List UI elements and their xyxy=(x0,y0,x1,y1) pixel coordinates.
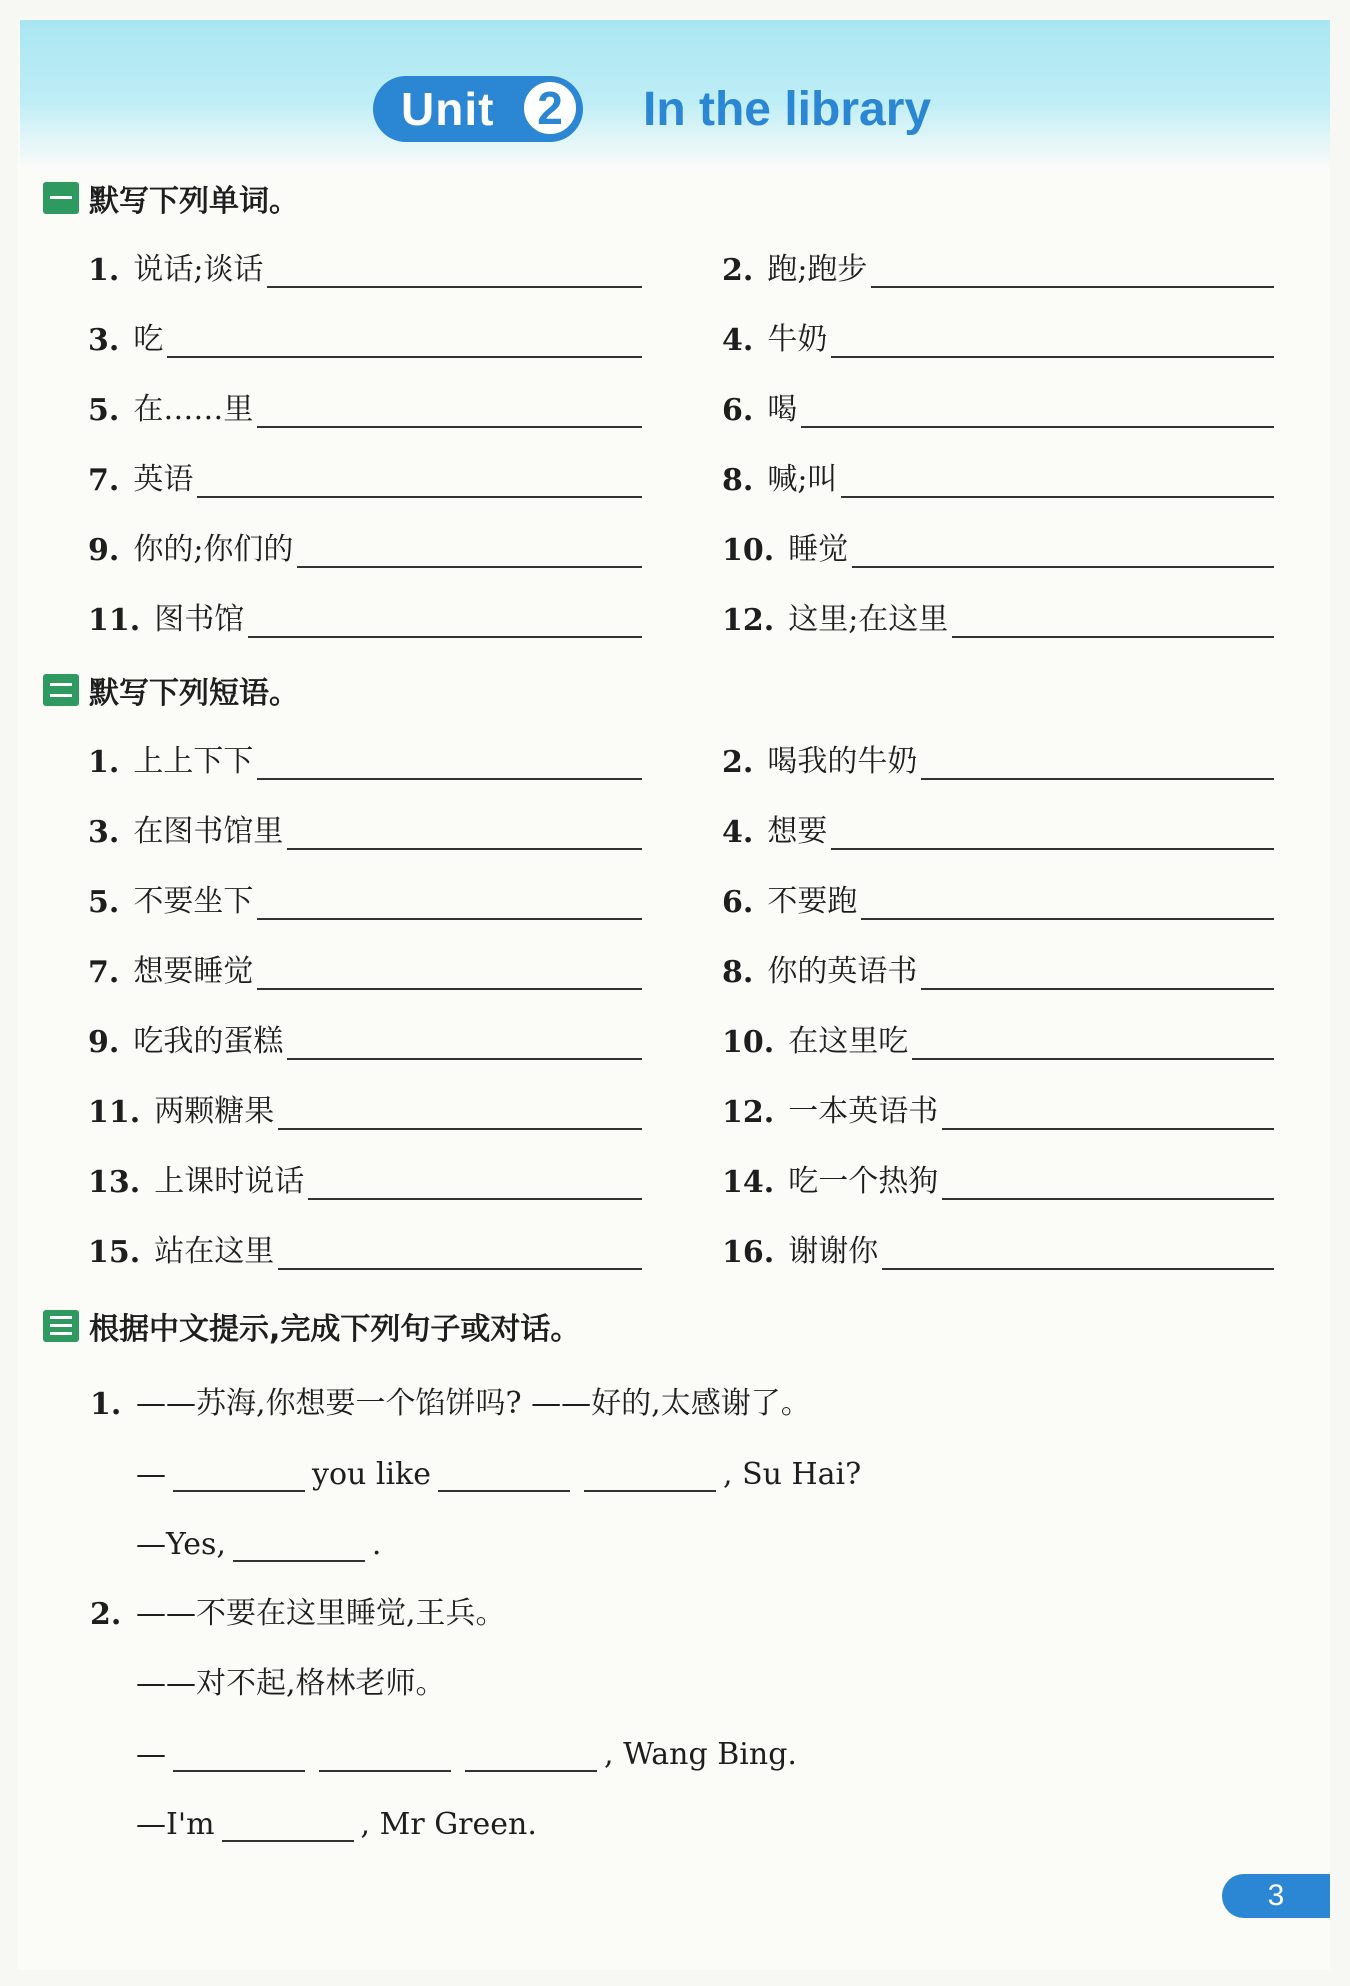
phrase-answer-blank[interactable] xyxy=(278,1238,642,1270)
phrase-answer-blank[interactable] xyxy=(921,958,1274,990)
phrase-item-number: 8. xyxy=(722,955,754,990)
phrase-item xyxy=(722,946,1274,990)
q2-blank-2[interactable] xyxy=(319,1740,451,1772)
word-item xyxy=(722,594,1274,638)
q2-line2-start: —I'm xyxy=(136,1807,215,1842)
word-answer-blank[interactable] xyxy=(831,326,1274,358)
phrase-answer-blank[interactable] xyxy=(921,748,1274,780)
section1-heading xyxy=(43,178,299,218)
phrase-item-number: 15. xyxy=(88,1235,141,1270)
word-item-prompt: 这里;在这里 xyxy=(788,602,949,637)
q2-line1 xyxy=(136,1726,797,1772)
phrase-item xyxy=(722,1156,1274,1200)
word-item-number: 4. xyxy=(722,323,754,358)
word-item-number: 9. xyxy=(88,533,120,568)
q1-line1 xyxy=(136,1446,861,1492)
phrase-answer-blank[interactable] xyxy=(308,1168,642,1200)
word-answer-blank[interactable] xyxy=(267,256,642,288)
word-item xyxy=(722,524,1274,568)
section3-number-icon xyxy=(43,1310,79,1342)
word-item-prompt: 跑;跑步 xyxy=(767,252,868,287)
section3-title: 根据中文提示,完成下列句子或对话。 xyxy=(89,1312,581,1347)
word-item-number: 6. xyxy=(722,393,754,428)
phrase-item-number: 2. xyxy=(722,745,754,780)
q1-blank-1[interactable] xyxy=(173,1460,305,1492)
unit-word: Unit xyxy=(401,83,495,135)
phrase-item-prompt: 吃我的蛋糕 xyxy=(133,1024,284,1059)
phrase-item xyxy=(88,736,642,780)
phrase-answer-blank[interactable] xyxy=(287,1028,642,1060)
word-answer-blank[interactable] xyxy=(841,466,1274,498)
q2-line2 xyxy=(136,1796,537,1842)
phrase-answer-blank[interactable] xyxy=(257,748,642,780)
word-item-number: 12. xyxy=(722,603,775,638)
phrase-item xyxy=(722,1016,1274,1060)
word-answer-blank[interactable] xyxy=(167,326,642,358)
phrase-item-number: 16. xyxy=(722,1235,775,1270)
word-answer-blank[interactable] xyxy=(852,536,1274,568)
phrase-item-number: 12. xyxy=(722,1095,775,1130)
word-item-prompt: 喊;叫 xyxy=(767,462,838,497)
phrase-item xyxy=(88,1016,642,1060)
q1-line2-end: . xyxy=(371,1527,382,1562)
word-item xyxy=(722,314,1274,358)
phrase-item xyxy=(88,1086,642,1130)
phrase-item-prompt: 谢谢你 xyxy=(788,1234,879,1269)
word-item xyxy=(88,314,642,358)
word-answer-blank[interactable] xyxy=(197,466,642,498)
phrase-item-number: 14. xyxy=(722,1165,775,1200)
phrase-item-prompt: 想要 xyxy=(767,814,828,849)
phrase-answer-blank[interactable] xyxy=(912,1028,1274,1060)
word-item xyxy=(722,454,1274,498)
phrase-item xyxy=(88,876,642,920)
phrase-item-prompt: 一本英语书 xyxy=(788,1094,939,1129)
q1-line2-start: —Yes, xyxy=(136,1527,226,1562)
unit-badge xyxy=(373,76,583,142)
phrase-answer-blank[interactable] xyxy=(882,1238,1274,1270)
phrase-answer-blank[interactable] xyxy=(831,818,1274,850)
word-item-number: 11. xyxy=(88,603,141,638)
section2-heading xyxy=(43,670,299,710)
phrase-item-number: 7. xyxy=(88,955,120,990)
page-number: 3 xyxy=(1222,1874,1330,1918)
word-item-prompt: 喝 xyxy=(767,392,798,427)
word-item-prompt: 吃 xyxy=(133,322,164,357)
q1-blank-2[interactable] xyxy=(438,1460,570,1492)
phrase-item-number: 6. xyxy=(722,885,754,920)
q2-blank-3[interactable] xyxy=(465,1740,597,1772)
word-item-prompt: 你的;你们的 xyxy=(133,532,294,567)
section1-number-icon xyxy=(43,182,79,214)
word-answer-blank[interactable] xyxy=(248,606,642,638)
phrase-item-prompt: 上上下下 xyxy=(133,744,254,779)
phrase-item-prompt: 喝我的牛奶 xyxy=(767,744,918,779)
phrase-answer-blank[interactable] xyxy=(257,958,642,990)
q1-blank-3[interactable] xyxy=(584,1460,716,1492)
phrase-item xyxy=(722,806,1274,850)
phrase-item-prompt: 在这里吃 xyxy=(788,1024,909,1059)
section3-heading xyxy=(43,1306,580,1346)
phrase-item-number: 1. xyxy=(88,745,120,780)
q1-number: 1. xyxy=(90,1387,122,1422)
word-item xyxy=(88,594,642,638)
word-item xyxy=(88,384,642,428)
phrase-item-number: 10. xyxy=(722,1025,775,1060)
word-answer-blank[interactable] xyxy=(801,396,1274,428)
word-item-number: 2. xyxy=(722,253,754,288)
phrase-item-prompt: 两颗糖果 xyxy=(154,1094,275,1129)
phrase-item-prompt: 不要跑 xyxy=(767,884,858,919)
phrase-item xyxy=(88,1156,642,1200)
phrase-answer-blank[interactable] xyxy=(257,888,642,920)
q1-line1-dash: — xyxy=(136,1457,166,1492)
word-answer-blank[interactable] xyxy=(871,256,1274,288)
word-answer-blank[interactable] xyxy=(297,536,642,568)
phrase-item-prompt: 上课时说话 xyxy=(154,1164,305,1199)
word-answer-blank[interactable] xyxy=(952,606,1274,638)
q2-prompt-row xyxy=(90,1586,506,1632)
q1-blank-4[interactable] xyxy=(233,1530,365,1562)
word-item-number: 5. xyxy=(88,393,120,428)
word-item xyxy=(722,384,1274,428)
q2-blank-4[interactable] xyxy=(222,1810,354,1842)
phrase-item xyxy=(722,736,1274,780)
word-item xyxy=(88,524,642,568)
q2-line2-end: , Mr Green. xyxy=(360,1807,537,1842)
word-item-number: 1. xyxy=(88,253,120,288)
phrase-answer-blank[interactable] xyxy=(942,1168,1274,1200)
word-item-number: 3. xyxy=(88,323,120,358)
section2-number-icon xyxy=(43,674,79,706)
word-item-prompt: 英语 xyxy=(133,462,194,497)
phrase-item-number: 3. xyxy=(88,815,120,850)
q2-prompt2: ——对不起,格林老师。 xyxy=(136,1666,446,1701)
word-item-prompt: 图书馆 xyxy=(154,602,245,637)
q1-line2 xyxy=(136,1516,381,1562)
section1-title: 默写下列单词。 xyxy=(89,184,299,219)
phrase-answer-blank[interactable] xyxy=(287,818,642,850)
phrase-item xyxy=(722,876,1274,920)
phrase-item-prompt: 想要睡觉 xyxy=(133,954,254,989)
word-item xyxy=(88,454,642,498)
word-item-prompt: 牛奶 xyxy=(767,322,828,357)
q1-prompt: ——苏海,你想要一个馅饼吗? ——好的,太感谢了。 xyxy=(136,1386,811,1421)
word-item-number: 8. xyxy=(722,463,754,498)
phrase-item xyxy=(88,806,642,850)
phrase-item xyxy=(722,1226,1274,1270)
word-answer-blank[interactable] xyxy=(257,396,642,428)
phrase-item-prompt: 你的英语书 xyxy=(767,954,918,989)
phrase-answer-blank[interactable] xyxy=(278,1098,642,1130)
word-item-prompt: 睡觉 xyxy=(788,532,849,567)
phrase-item-number: 4. xyxy=(722,815,754,850)
word-item-number: 10. xyxy=(722,533,775,568)
q2-prompt1: ——不要在这里睡觉,王兵。 xyxy=(136,1596,506,1631)
q1-line1-mid: you like xyxy=(312,1457,431,1492)
phrase-item-prompt: 在图书馆里 xyxy=(133,814,284,849)
q2-prompt-row2 xyxy=(136,1656,446,1702)
phrase-item xyxy=(722,1086,1274,1130)
q2-blank-1[interactable] xyxy=(173,1740,305,1772)
word-item xyxy=(88,244,642,288)
q1-line1-end: , Su Hai? xyxy=(723,1457,862,1492)
phrase-item-prompt: 站在这里 xyxy=(154,1234,275,1269)
word-item-prompt: 说话;谈话 xyxy=(133,252,264,287)
phrase-item-prompt: 吃一个热狗 xyxy=(788,1164,939,1199)
phrase-item-prompt: 不要坐下 xyxy=(133,884,254,919)
phrase-item-number: 9. xyxy=(88,1025,120,1060)
phrase-item-number: 11. xyxy=(88,1095,141,1130)
q2-number: 2. xyxy=(90,1597,122,1632)
word-item-number: 7. xyxy=(88,463,120,498)
phrase-item-number: 5. xyxy=(88,885,120,920)
q2-line1-dash: — xyxy=(136,1737,166,1772)
q2-line1-end: , Wang Bing. xyxy=(604,1737,797,1772)
phrase-item xyxy=(88,1226,642,1270)
unit-title: In the library xyxy=(643,83,932,136)
phrase-answer-blank[interactable] xyxy=(861,888,1274,920)
phrase-item-number: 13. xyxy=(88,1165,141,1200)
phrase-answer-blank[interactable] xyxy=(942,1098,1274,1130)
section2-title: 默写下列短语。 xyxy=(89,676,299,711)
phrase-item xyxy=(88,946,642,990)
q1-prompt-row xyxy=(90,1376,811,1422)
word-item xyxy=(722,244,1274,288)
unit-number: 2 xyxy=(521,79,579,137)
word-item-prompt: 在……里 xyxy=(133,392,254,427)
